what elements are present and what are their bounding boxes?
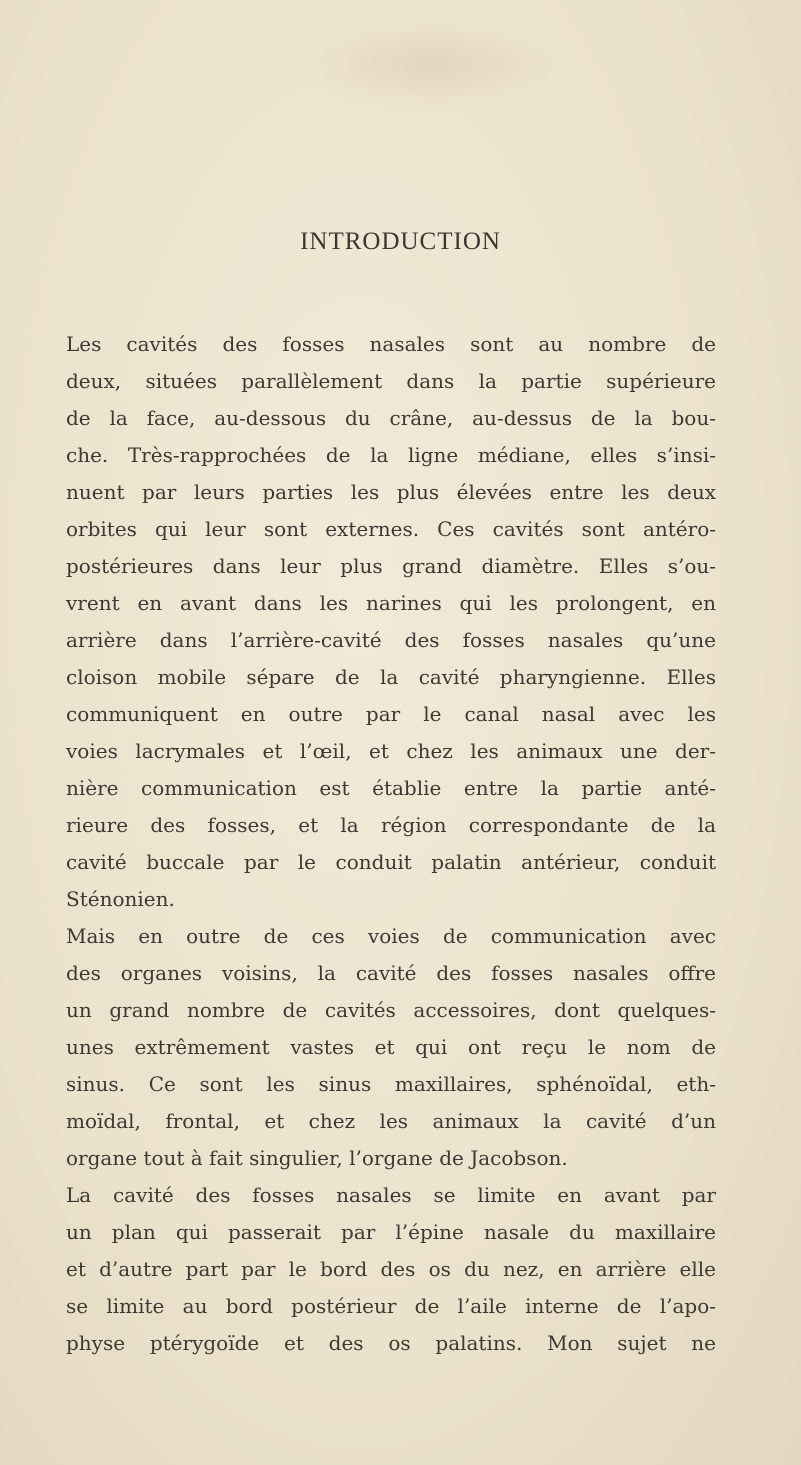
- text-line: deux, situées parallèlement dans la partie supérieure: [66, 369, 716, 393]
- text-line: Mais en outre de ces voies de communication avec: [66, 924, 716, 948]
- text-line: des organes voisins, la cavité des fosses nasales offre: [66, 961, 716, 985]
- text-line: moïdal, frontal, et chez les animaux la cavité d’un: [66, 1109, 716, 1133]
- text-line: arrière dans l’arrière-cavité des fosses nasales qu’une: [66, 628, 716, 652]
- text-line: de la face, au-dessous du crâne, au-dessus de la bou-: [66, 406, 716, 430]
- body-text: [66, 326, 716, 1362]
- text-line: vrent en avant dans les narines qui les prolongent, en: [66, 591, 716, 615]
- text-line: communiquent en outre par le canal nasal avec les: [66, 702, 716, 726]
- text-line: che. Très-rapprochées de la ligne médiane, elles s’insi-: [66, 443, 716, 467]
- text-line: un grand nombre de cavités accessoires, dont quelques-: [66, 998, 716, 1022]
- text-line: organe tout à fait singulier, l’organe de Jacobson.: [66, 1146, 568, 1170]
- text-line: nuent par leurs parties les plus élevées entre les deux: [66, 480, 716, 504]
- text-line: orbites qui leur sont externes. Ces cavités sont antéro-: [66, 517, 716, 541]
- text-line: physe ptérygoïde et des os palatins. Mon sujet ne: [66, 1331, 716, 1355]
- text-line: nière communication est établie entre la partie anté-: [66, 776, 716, 800]
- paper-stain: [300, 20, 560, 110]
- text-line: cavité buccale par le conduit palatin antérieur, conduit: [66, 850, 716, 874]
- page-heading: INTRODUCTION: [300, 228, 501, 255]
- text-line: un plan qui passerait par l’épine nasale du maxillaire: [66, 1220, 716, 1244]
- text-line: La cavité des fosses nasales se limite en avant par: [66, 1183, 716, 1207]
- text-line: postérieures dans leur plus grand diamètre. Elles s’ou-: [66, 554, 716, 578]
- text-line: se limite au bord postérieur de l’aile interne de l’apo-: [66, 1294, 716, 1318]
- text-line: et d’autre part par le bord des os du nez, en arrière elle: [66, 1257, 716, 1281]
- text-line: sinus. Ce sont les sinus maxillaires, sphénoïdal, eth-: [66, 1072, 716, 1096]
- text-line: cloison mobile sépare de la cavité pharyngienne. Elles: [66, 665, 716, 689]
- text-line: rieure des fosses, et la région correspondante de la: [66, 813, 716, 837]
- text-line: Sténonien.: [66, 887, 175, 911]
- text-line: voies lacrymales et l’œil, et chez les animaux une der-: [66, 739, 716, 763]
- text-line: Les cavités des fosses nasales sont au nombre de: [66, 332, 716, 356]
- text-line: unes extrêmement vastes et qui ont reçu le nom de: [66, 1035, 716, 1059]
